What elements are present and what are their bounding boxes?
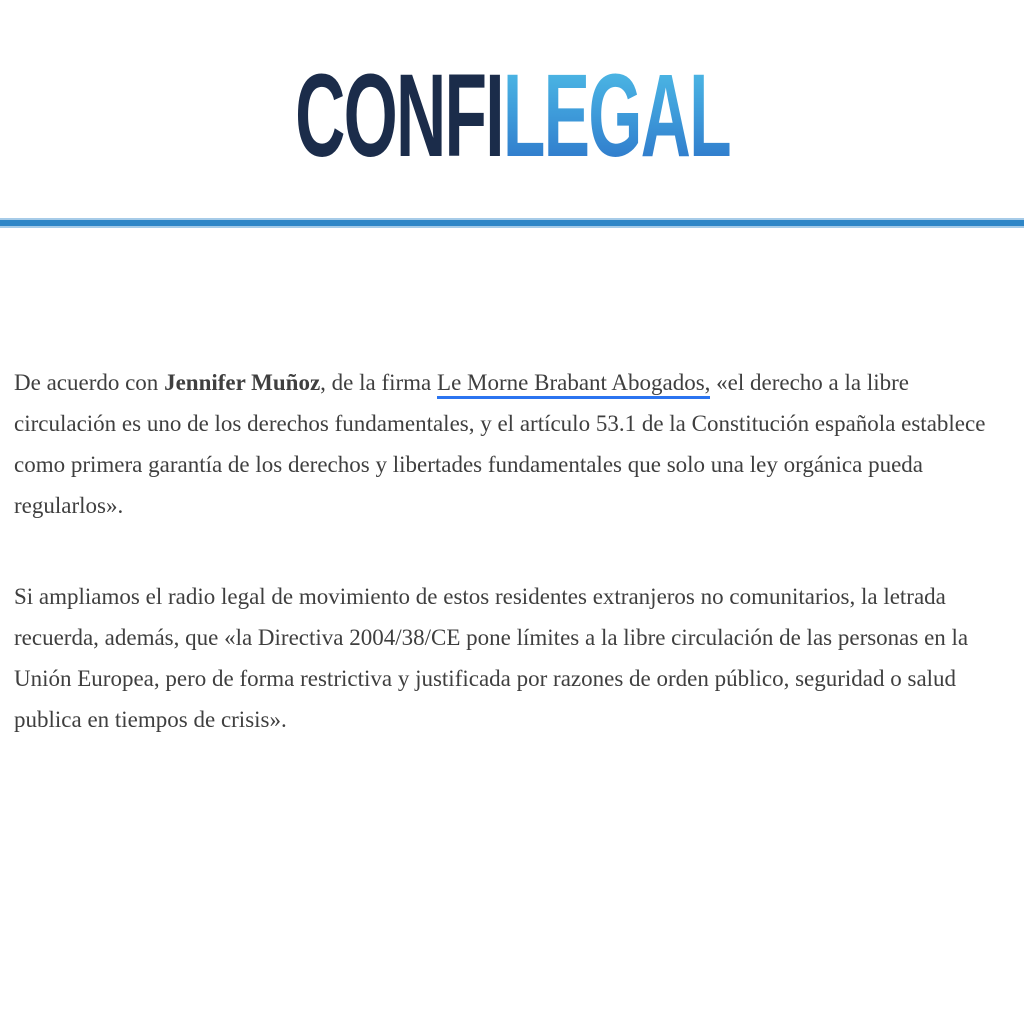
logo-text-confi: CONFI <box>294 50 503 182</box>
paragraph-1-quote: «el derecho a la libre circulación es uno de los derechos fundamentales, y el artículo 53.1 de la Constitución española establece como primera garantía de los derechos y libertades fundamentales que solo una ley orgánica pueda regularlos». <box>14 370 986 518</box>
site-header <box>0 50 1024 182</box>
author-name: Jennifer Muñoz <box>164 370 321 395</box>
logo-text-legal: LEGAL <box>502 50 730 182</box>
paragraph-1-middle: , de la firma <box>320 370 438 395</box>
article-body <box>14 362 1006 740</box>
paragraph-1 <box>14 362 1006 526</box>
firm-link[interactable]: Le Morne Brabant Abogados, <box>437 370 710 399</box>
paragraph-1-intro: De acuerdo con <box>14 370 165 395</box>
header-divider <box>0 218 1024 228</box>
paragraph-2: Si ampliamos el radio legal de movimiento de estos residentes extranjeros no comunitarios, la letrada recuerda, además, que «la Directiva 2004/38/CE pone límites a la libre circulación de las personas en la Unión Europea, pero de forma restrictiva y justificada por razones de orden público, seguridad o salud publica en tiempos de crisis». <box>14 584 969 732</box>
confilegal-logo[interactable] <box>294 50 730 182</box>
